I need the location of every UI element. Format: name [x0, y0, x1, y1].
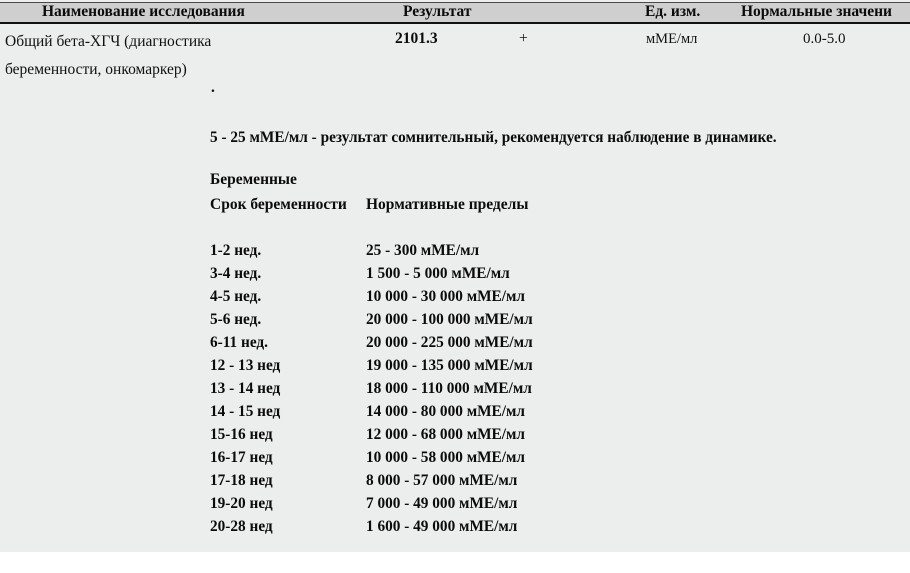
stray-period-artifact: . [211, 79, 215, 96]
table-row [0, 262, 910, 285]
gestational-reference-range: 14 000 - 80 000 мМЕ/мл [366, 403, 526, 420]
column-header-result: Результат [403, 3, 472, 20]
table-row [0, 423, 910, 446]
gestational-reference-range: 20 000 - 225 000 мМЕ/мл [366, 334, 533, 351]
test-name-cell [5, 28, 335, 84]
gestational-term: 17-18 нед [210, 472, 273, 489]
gestational-reference-range: 12 000 - 68 000 мМЕ/мл [366, 426, 526, 443]
gestational-term: 12 - 13 нед [210, 357, 281, 374]
column-header-reference-range: Нормальные значени [741, 3, 892, 20]
equivocal-range-note: 5 - 25 мМЕ/мл - результат сомнительный, рекомендуется наблюдение в динамике. [210, 129, 777, 146]
test-name-line-2: беременности, онкомаркер) [5, 61, 187, 78]
gestational-term: 6-11 нед. [210, 334, 268, 351]
gestational-reference-range: 1 500 - 5 000 мМЕ/мл [366, 265, 510, 282]
gestational-reference-range: 10 000 - 30 000 мМЕ/мл [366, 288, 526, 305]
gestational-reference-range: 8 000 - 57 000 мМЕ/мл [366, 472, 518, 489]
pregnancy-column-header-term: Срок беременности [210, 196, 347, 213]
table-row [0, 285, 910, 308]
column-header-test-name: Наименование исследования [42, 3, 245, 20]
table-row [0, 331, 910, 354]
table-row [0, 400, 910, 423]
result-unit: мМЕ/мл [646, 31, 698, 47]
pregnancy-reference-table [0, 239, 910, 538]
gestational-term: 19-20 нед [210, 495, 273, 512]
pregnancy-section-title: Беременные [210, 171, 297, 188]
gestational-reference-range: 18 000 - 110 000 мМЕ/мл [366, 380, 532, 397]
gestational-term: 4-5 нед. [210, 288, 262, 305]
result-abnormal-flag: + [519, 30, 528, 47]
table-row [0, 354, 910, 377]
table-row [0, 239, 910, 262]
gestational-term: 14 - 15 нед [210, 403, 281, 420]
gestational-term: 3-4 нед. [210, 265, 262, 282]
table-row [0, 469, 910, 492]
gestational-reference-range: 25 - 300 мМЕ/мл [366, 242, 480, 259]
gestational-reference-range: 10 000 - 58 000 мМЕ/мл [366, 449, 526, 466]
gestational-term: 1-2 нед. [210, 242, 262, 259]
gestational-reference-range: 1 600 - 49 000 мМЕ/мл [366, 518, 518, 535]
gestational-reference-range: 7 000 - 49 000 мМЕ/мл [366, 495, 518, 512]
gestational-term: 5-6 нед. [210, 311, 262, 328]
gestational-reference-range: 20 000 - 100 000 мМЕ/мл [366, 311, 533, 328]
gestational-term: 20-28 нед [210, 518, 273, 535]
gestational-term: 16-17 нед [210, 449, 273, 466]
pregnancy-column-header-range: Нормативные пределы [366, 196, 529, 213]
result-value: 2101.3 [395, 30, 438, 47]
result-reference-range: 0.0-5.0 [803, 31, 846, 47]
test-name-line-1: Общий бета-ХГЧ (диагностика [5, 33, 212, 50]
table-row [0, 377, 910, 400]
gestational-term: 13 - 14 нед [210, 380, 281, 397]
gestational-reference-range: 19 000 - 135 000 мМЕ/мл [366, 357, 533, 374]
table-row [0, 492, 910, 515]
column-header-unit: Ед. изм. [645, 3, 701, 20]
table-row [0, 515, 910, 538]
table-row [0, 308, 910, 331]
gestational-term: 15-16 нед [210, 426, 273, 443]
results-table-header-rule [0, 22, 910, 24]
table-row [0, 446, 910, 469]
